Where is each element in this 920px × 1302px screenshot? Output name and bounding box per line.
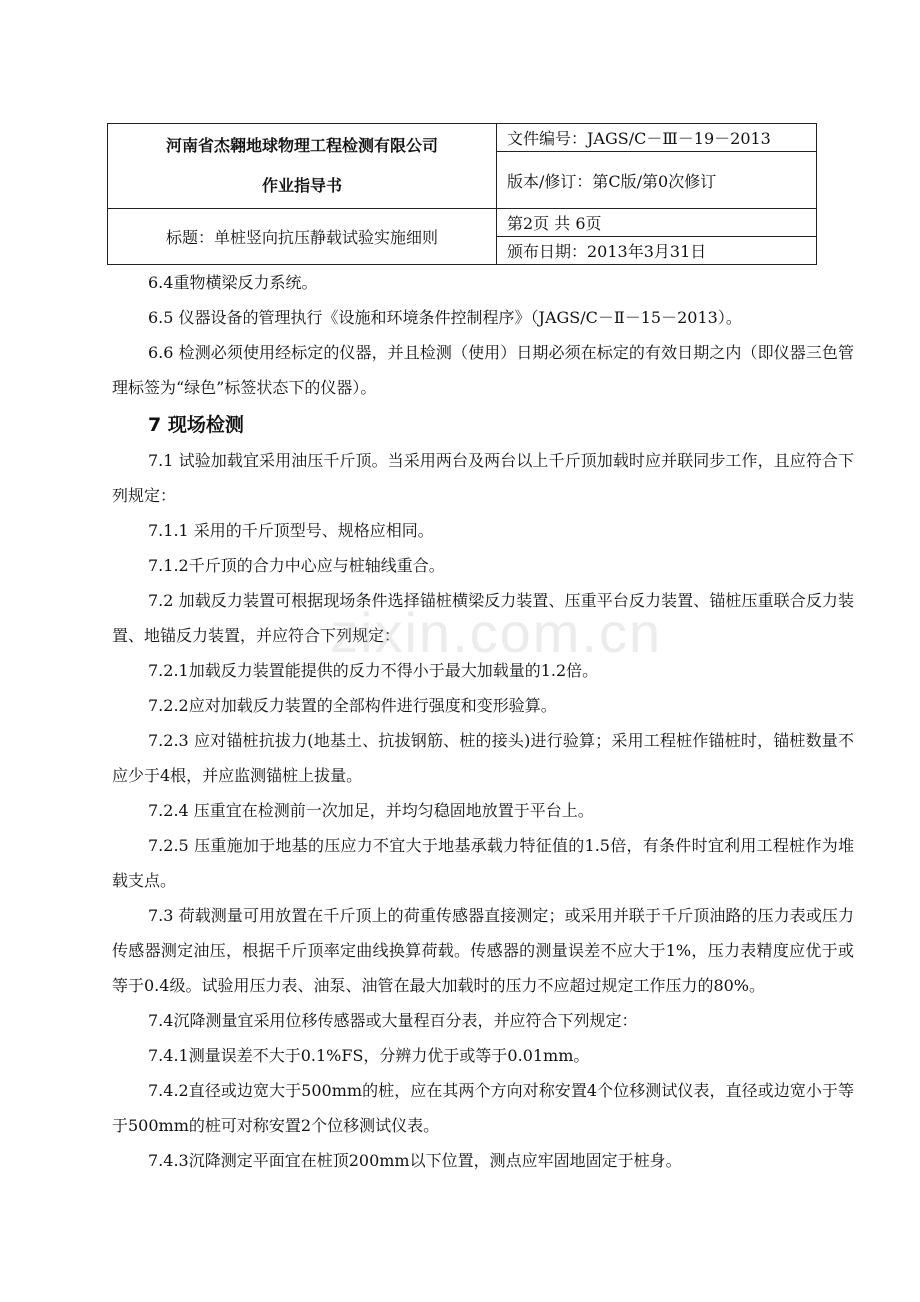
document-title: 标题：单桩竖向抗压静载试验实施细则 xyxy=(108,209,497,265)
issue-date: 颁布日期：2013年3月31日 xyxy=(497,237,817,265)
paragraph: 7.1 试验加载宜采用油压千斤顶。当采用两台及两台以上千斤顶加载时应并联同步工作，且应符合下列规定： xyxy=(112,451,854,505)
paragraph: 7.4.1测量误差不大于0.1%FS，分辨力优于或等于0.01mm。 xyxy=(148,1046,590,1065)
paragraph: 7.4.3沉降测定平面宜在桩顶200mm以下位置，测点应牢固地固定于桩身。 xyxy=(148,1151,682,1170)
paragraph: 7.1.2千斤顶的合力中心应与桩轴线重合。 xyxy=(148,556,445,575)
section-heading: 7 现场检测 xyxy=(148,414,244,436)
paragraph: 7.4.2直径或边宽大于500mm的桩，应在其两个方向对称安置4个位移测试仪表，直径或边宽小于等于500mm的桩可对称安置2个位移测试仪表。 xyxy=(112,1081,854,1135)
paragraph: 7.4沉降测量宜采用位移传感器或大量程百分表，并应符合下列规定： xyxy=(148,1011,638,1030)
paragraph: 7.3 荷载测量可用放置在千斤顶上的荷重传感器直接测定；或采用并联于千斤顶油路的压力表或压力传感器测定油压，根据千斤顶率定曲线换算荷载。传感器的测量误差不应大于1%，压力表精度应优于或等于0.4级。试验用压力表、油泵、油管在最大加载时的压力不应超过规定工作压力的80%。 xyxy=(112,906,854,995)
company-name: 河南省杰翱地球物理工程检测有限公司 xyxy=(165,136,438,155)
watermark: zixin.com.cn xyxy=(330,601,663,664)
document-number: 文件编号：JAGS/C－Ⅲ－19－2013 xyxy=(497,124,817,152)
page-number: 第2页 共 6页 xyxy=(497,209,817,237)
document-type: 作业指导书 xyxy=(261,176,342,195)
company-cell xyxy=(108,124,497,209)
paragraph: 7.2 加载反力装置可根据现场条件选择锚桩横梁反力装置、压重平台反力装置、锚桩压重联合反力装置、地锚反力装置，并应符合下列规定： xyxy=(112,591,854,645)
version-info: 版本/修订：第C版/第0次修订 xyxy=(497,152,817,209)
paragraph: 6.5 仪器设备的管理执行《设施和环境条件控制程序》（JAGS/C－Ⅱ－15－2013）。 xyxy=(148,308,742,327)
document-body xyxy=(112,265,854,1178)
paragraph: 6.6 检测必须使用经标定的仪器，并且检测（使用）日期必须在标定的有效日期之内（即仪器三色管理标签为“绿色”标签状态下的仪器）。 xyxy=(112,343,854,397)
paragraph: 7.2.5 压重施加于地基的压应力不宜大于地基承载力特征值的1.5倍，有条件时宜利用工程桩作为堆载支点。 xyxy=(112,836,854,890)
paragraph: 7.2.2应对加载反力装置的全部构件进行强度和变形验算。 xyxy=(148,696,557,715)
paragraph: 7.1.1 采用的千斤顶型号、规格应相同。 xyxy=(148,521,434,540)
paragraph: 7.2.4 压重宜在检测前一次加足，并均匀稳固地放置于平台上。 xyxy=(148,801,594,820)
paragraph: 7.2.3 应对锚桩抗拔力(地基土、抗拔钢筋、桩的接头)进行验算；采用工程桩作锚桩时，锚桩数量不应少于4根，并应监测锚桩上拔量。 xyxy=(112,731,854,785)
paragraph: 6.4重物横梁反力系统。 xyxy=(148,273,318,292)
paragraph: 7.2.1加载反力装置能提供的反力不得小于最大加载量的1.2倍。 xyxy=(148,661,599,680)
document-header-table xyxy=(107,123,817,265)
